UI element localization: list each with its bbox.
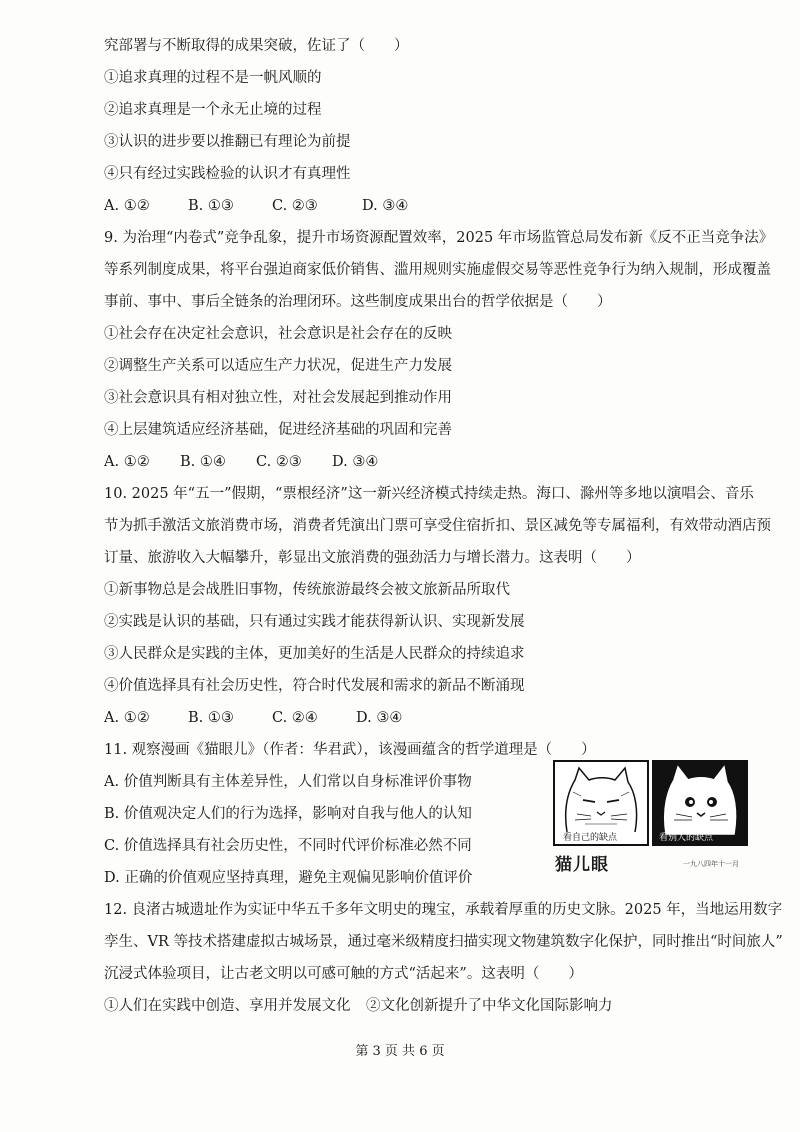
q8-option-b: B. ①③ <box>188 198 234 214</box>
q10-stem-line-3: 订量、旅游收入大幅攀升，彰显出文旅消费的强劲活力与增长潜力。这表明（ ） <box>104 550 641 566</box>
q10-option-a: A. ①② <box>104 710 150 726</box>
q9-option-a: A. ①② <box>104 454 150 470</box>
q10-item-4: ④价值选择具有社会历史性，符合时代发展和需求的新品不断涌现 <box>104 678 525 694</box>
q8-options <box>104 196 408 216</box>
q10-stem-line-2: 节为抓手激活文旅消费市场，消费者凭演出门票可享受住宿折扣、景区减免等专属福利，有效带动酒店预 <box>104 518 771 534</box>
cartoon-caption-others: 看别人的缺点 <box>659 833 714 843</box>
q9-stem-line-1: 9. 为治理“内卷式”竞争乱象，提升市场资源配置效率，2025 年市场监管总局发布新《反不正当竞争法》 <box>104 230 774 246</box>
q11-option-b: B. 价值观决定人们的行为选择，影响对自我与他人的认知 <box>104 806 472 822</box>
q8-stem: 究部署与不断取得的成果突破，佐证了（ ） <box>104 38 409 54</box>
q12-stem-line-3: 沉浸式体验项目，让古老文明以可感可触的方式“活起来”。这表明（ ） <box>104 966 583 982</box>
page-number-footer: 第 3 页 共 6 页 <box>355 1044 445 1059</box>
q8-item-3: ③认识的进步要以推翻已有理论为前提 <box>104 134 351 150</box>
q9-option-c: C. ②③ <box>256 454 302 470</box>
q8-option-a: A. ①② <box>104 198 150 214</box>
q11-option-c: C. 价值选择具有社会历史性，不同时代评价标准必然不同 <box>104 838 472 854</box>
q12-item-1: ①人们在实践中创造、享用并发展文化 <box>104 998 351 1014</box>
q10-option-c: C. ②④ <box>272 710 318 726</box>
q10-stem-line-1: 10. 2025 年“五一”假期，“票根经济”这一新兴经济模式持续走热。海口、滁州等多地以演唱会、音乐 <box>104 486 754 502</box>
q12-item-2: ②文化创新提升了中华文化国际影响力 <box>366 998 613 1014</box>
q9-item-2: ②调整生产关系可以适应生产力状况，促进生产力发展 <box>104 358 452 374</box>
q12-items <box>104 996 613 1016</box>
q10-option-b: B. ①③ <box>188 710 234 726</box>
q9-stem-line-3: 事前、事中、事后全链条的治理闭环。这些制度成果出台的哲学依据是（ ） <box>104 294 612 310</box>
q12-stem-line-2: 孪生、VR 等技术搭建虚拟古城场景，通过毫米级精度扫描实现文物建筑数字化保护，同时推出“时间旅人” <box>104 934 783 950</box>
q10-item-3: ③人民群众是实践的主体，更加美好的生活是人民群众的持续追求 <box>104 646 525 662</box>
q8-item-1: ①追求真理的过程不是一帆风顺的 <box>104 70 322 86</box>
cat-eye-cartoon <box>553 760 748 875</box>
q12-stem-line-1: 12. 良渚古城遗址作为实证中华五千多年文明史的瑰宝，承载着厚重的历史文脉。2025 年，当地运用数字 <box>104 902 783 918</box>
q8-option-d: D. ③④ <box>362 198 409 214</box>
q10-item-2: ②实践是认识的基础，只有通过实践才能获得新认识、实现新发展 <box>104 614 525 630</box>
q9-item-4: ④上层建筑适应经济基础，促进经济基础的巩固和完善 <box>104 422 452 438</box>
cartoon-title: 猫儿眼 <box>555 855 609 875</box>
q9-stem-line-2: 等系列制度成果，将平台强迫商家低价销售、滥用规则实施虚假交易等恶性竞争行为纳入规制，形成覆盖 <box>104 262 771 278</box>
q9-option-b: B. ①④ <box>180 454 226 470</box>
q8-item-4: ④只有经过实践检验的认识才有真理性 <box>104 166 351 182</box>
q9-option-d: D. ③④ <box>332 454 379 470</box>
q9-item-3: ③社会意识具有相对独立性，对社会发展起到推动作用 <box>104 390 452 406</box>
cartoon-author-mark: 一九八四年十一月 <box>683 860 739 868</box>
q11-option-d: D. 正确的价值观应坚持真理，避免主观偏见影响价值评价 <box>104 870 473 886</box>
q11-option-a: A. 价值判断具有主体差异性，人们常以自身标准评价事物 <box>104 774 472 790</box>
cartoon-caption-self: 看自己的缺点 <box>563 833 618 843</box>
q9-item-1: ①社会存在决定社会意识，社会意识是社会存在的反映 <box>104 326 452 342</box>
q10-item-1: ①新事物总是会战胜旧事物，传统旅游最终会被文旅新品所取代 <box>104 582 510 598</box>
q10-option-d: D. ③④ <box>356 710 403 726</box>
q11-stem: 11. 观察漫画《猫眼儿》（作者：华君武），该漫画蕴含的哲学道理是（ ） <box>104 742 596 758</box>
q10-options <box>104 708 402 728</box>
q9-options <box>104 452 378 472</box>
q8-item-2: ②追求真理是一个永无止境的过程 <box>104 102 322 118</box>
q8-option-c: C. ②③ <box>272 198 318 214</box>
